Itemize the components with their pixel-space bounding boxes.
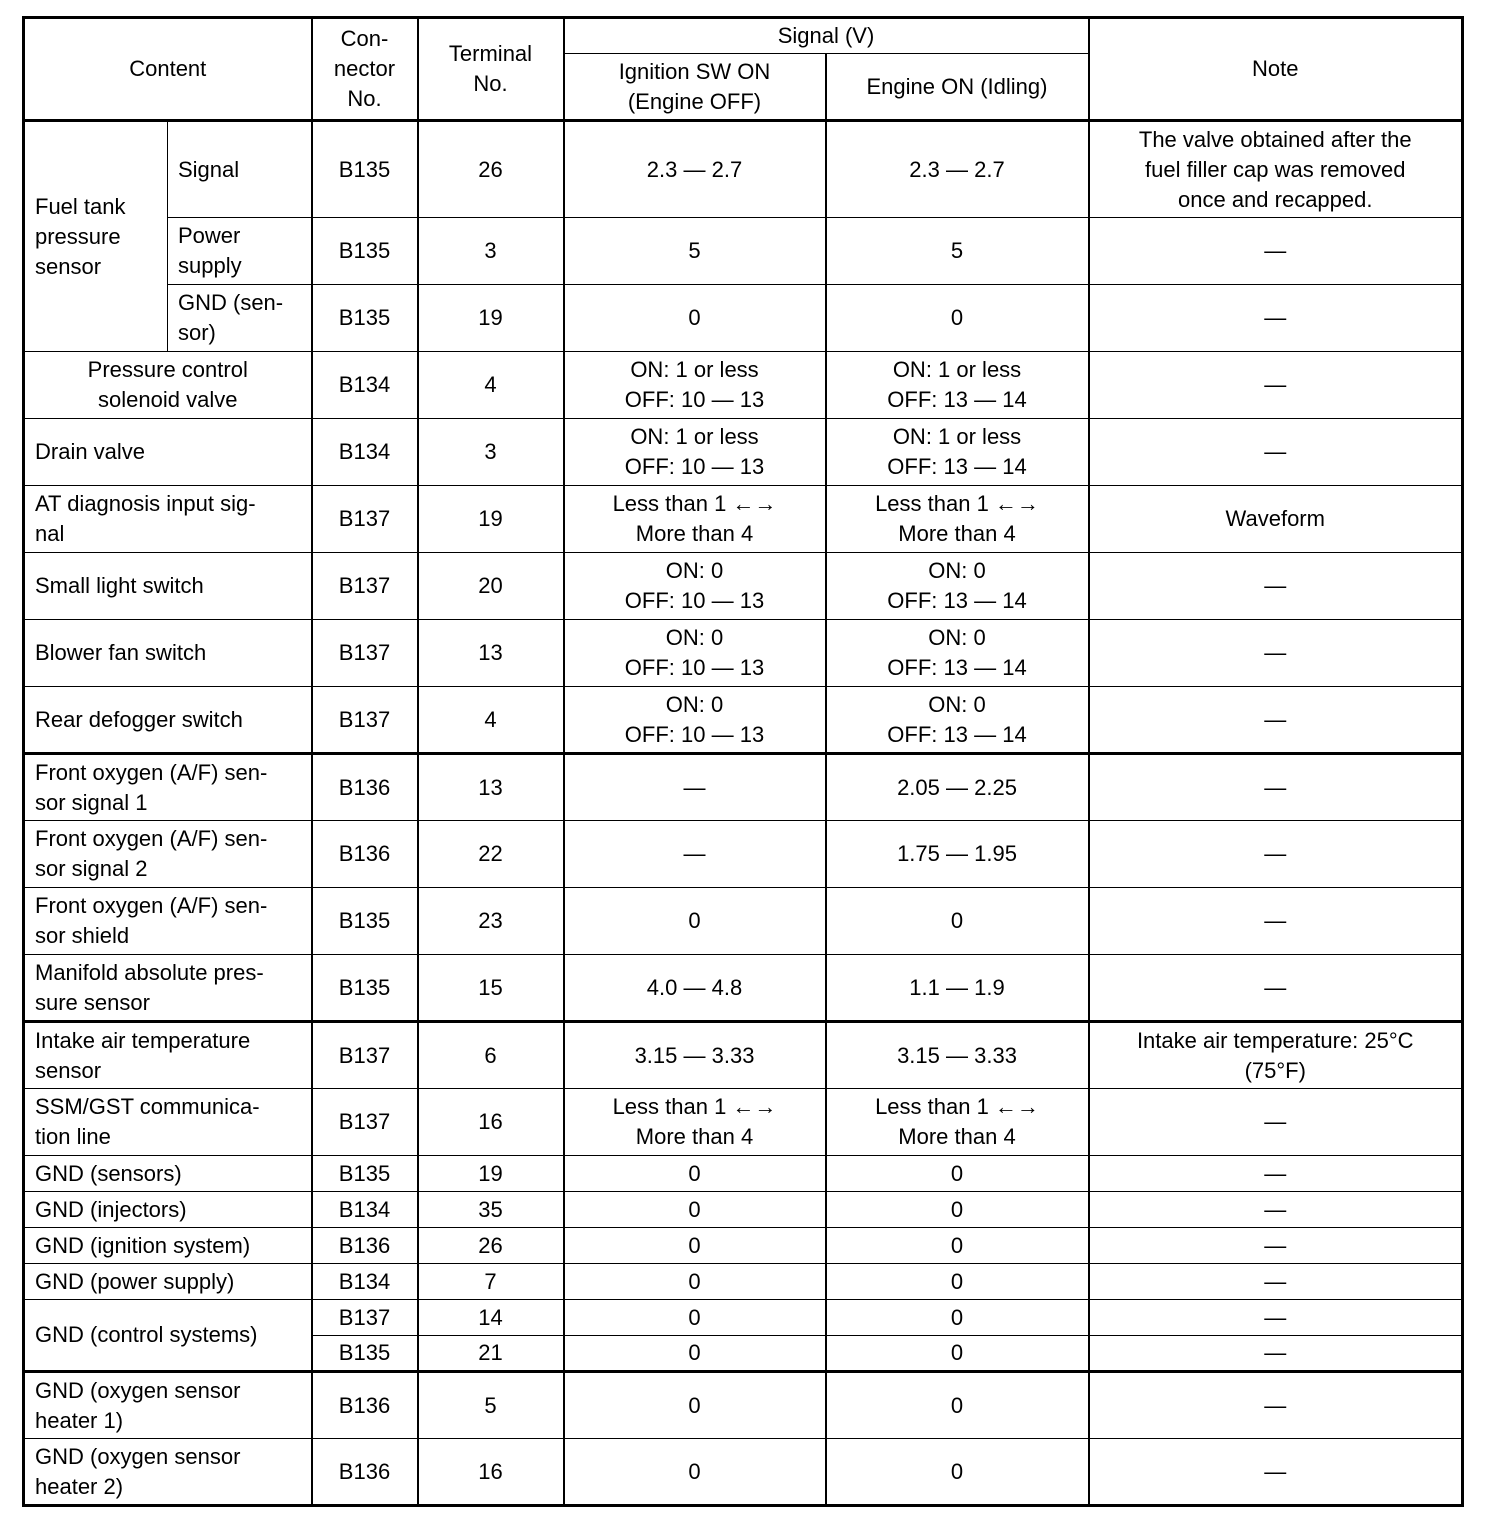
connector-cell: B136 xyxy=(312,1372,418,1439)
table-row xyxy=(24,1300,1463,1336)
table-row xyxy=(24,955,1463,1022)
terminal-cell: 19 xyxy=(418,486,564,553)
note-cell: — xyxy=(1089,1372,1463,1439)
fuel-tank-group-label: Fuel tank pressure sensor xyxy=(24,121,168,352)
content-cell: Front oxygen (A/F) sen- sor signal 1 xyxy=(24,754,312,821)
ignition-signal-cell: 0 xyxy=(564,285,826,352)
content-cell: GND (oxygen sensor heater 2) xyxy=(24,1439,312,1506)
ignition-signal-cell: — xyxy=(564,754,826,821)
note-cell: The valve obtained after the fuel filler cap was removed once and recapped. xyxy=(1089,121,1463,218)
terminal-cell: 22 xyxy=(418,821,564,888)
sub-item: Power supply xyxy=(168,218,312,285)
content-cell: Intake air temperature sensor xyxy=(24,1022,312,1089)
terminal-cell: 6 xyxy=(418,1022,564,1089)
terminal-cell: 13 xyxy=(418,754,564,821)
engine-signal-cell: 0 xyxy=(826,1372,1089,1439)
note-cell: — xyxy=(1089,218,1463,285)
note-cell: — xyxy=(1089,687,1463,754)
terminal-cell: 13 xyxy=(418,620,564,687)
table-row xyxy=(24,121,1463,218)
table-row xyxy=(24,888,1463,955)
note-cell: Intake air temperature: 25°C (75°F) xyxy=(1089,1022,1463,1089)
engine-signal-cell: ON: 0 OFF: 13 — 14 xyxy=(826,620,1089,687)
table-row xyxy=(24,1372,1463,1439)
connector-cell: B136 xyxy=(312,754,418,821)
engine-signal-cell: 3.15 — 3.33 xyxy=(826,1022,1089,1089)
content-cell: AT diagnosis input sig- nal xyxy=(24,486,312,553)
ignition-signal-cell: 5 xyxy=(564,218,826,285)
note-cell: — xyxy=(1089,1336,1463,1372)
engine-signal-cell: ON: 0 OFF: 13 — 14 xyxy=(826,553,1089,620)
ignition-signal-cell: 3.15 — 3.33 xyxy=(564,1022,826,1089)
connector-cell: B134 xyxy=(312,352,418,419)
table-row xyxy=(24,1264,1463,1300)
table-row xyxy=(24,754,1463,821)
ignition-signal-cell: ON: 0 OFF: 10 — 13 xyxy=(564,687,826,754)
engine-signal-cell: 0 xyxy=(826,1192,1089,1228)
note-cell: — xyxy=(1089,285,1463,352)
ignition-signal-cell: ON: 0 OFF: 10 — 13 xyxy=(564,553,826,620)
table-row xyxy=(24,352,1463,419)
ignition-signal-cell: ON: 1 or less OFF: 10 — 13 xyxy=(564,419,826,486)
ignition-signal-cell: 0 xyxy=(564,888,826,955)
engine-signal-cell: 1.1 — 1.9 xyxy=(826,955,1089,1022)
terminal-cell: 19 xyxy=(418,285,564,352)
sub-item: Signal xyxy=(168,121,312,218)
ignition-signal-cell: 0 xyxy=(564,1228,826,1264)
engine-signal-cell: 2.05 — 2.25 xyxy=(826,754,1089,821)
note-cell: Waveform xyxy=(1089,486,1463,553)
engine-signal-cell: 0 xyxy=(826,1439,1089,1506)
terminal-cell: 16 xyxy=(418,1439,564,1506)
connector-cell: B136 xyxy=(312,1228,418,1264)
connector-cell: B137 xyxy=(312,687,418,754)
sub-item: GND (sen- sor) xyxy=(168,285,312,352)
note-cell: — xyxy=(1089,553,1463,620)
terminal-cell: 3 xyxy=(418,419,564,486)
content-cell: GND (ignition system) xyxy=(24,1228,312,1264)
engine-signal-cell: 0 xyxy=(826,285,1089,352)
connector-cell: B135 xyxy=(312,1336,418,1372)
note-cell: — xyxy=(1089,1439,1463,1506)
content-cell: Small light switch xyxy=(24,553,312,620)
engine-signal-cell: 2.3 — 2.7 xyxy=(826,121,1089,218)
table-row xyxy=(24,821,1463,888)
ignition-signal-cell: 0 xyxy=(564,1439,826,1506)
table-row xyxy=(24,1439,1463,1506)
terminal-cell: 14 xyxy=(418,1300,564,1336)
content-cell: GND (oxygen sensor heater 1) xyxy=(24,1372,312,1439)
engine-signal-cell: Less than 1 ←→ More than 4 xyxy=(826,1089,1089,1156)
connector-cell: B134 xyxy=(312,1264,418,1300)
terminal-cell: 7 xyxy=(418,1264,564,1300)
engine-signal-cell: 5 xyxy=(826,218,1089,285)
connector-cell: B135 xyxy=(312,1156,418,1192)
note-cell: — xyxy=(1089,1156,1463,1192)
terminal-cell: 15 xyxy=(418,955,564,1022)
terminal-cell: 21 xyxy=(418,1336,564,1372)
ignition-signal-cell: 0 xyxy=(564,1192,826,1228)
table-row xyxy=(24,1156,1463,1192)
ignition-signal-cell: 0 xyxy=(564,1300,826,1336)
table-body xyxy=(24,121,1463,1506)
engine-signal-cell: 0 xyxy=(826,888,1089,955)
content-cell: Front oxygen (A/F) sen- sor shield xyxy=(24,888,312,955)
connector-cell: B134 xyxy=(312,1192,418,1228)
terminal-cell: 26 xyxy=(418,121,564,218)
engine-signal-cell: ON: 0 OFF: 13 — 14 xyxy=(826,687,1089,754)
terminal-cell: 23 xyxy=(418,888,564,955)
note-cell: — xyxy=(1089,1264,1463,1300)
connector-cell: B137 xyxy=(312,1022,418,1089)
ignition-signal-cell: 2.3 — 2.7 xyxy=(564,121,826,218)
connector-cell: B135 xyxy=(312,218,418,285)
engine-signal-cell: 0 xyxy=(826,1264,1089,1300)
ignition-signal-cell: Less than 1 ←→ More than 4 xyxy=(564,486,826,553)
content-cell: GND (injectors) xyxy=(24,1192,312,1228)
note-cell: — xyxy=(1089,352,1463,419)
header-engine-on: Engine ON (Idling) xyxy=(826,54,1089,121)
note-cell: — xyxy=(1089,1192,1463,1228)
table-row xyxy=(24,620,1463,687)
content-cell: GND (sensors) xyxy=(24,1156,312,1192)
connector-cell: B135 xyxy=(312,888,418,955)
table-row xyxy=(24,1089,1463,1156)
ignition-signal-cell: 4.0 — 4.8 xyxy=(564,955,826,1022)
content-cell: GND (power supply) xyxy=(24,1264,312,1300)
connector-cell: B137 xyxy=(312,553,418,620)
content-cell: Blower fan switch xyxy=(24,620,312,687)
connector-cell: B136 xyxy=(312,1439,418,1506)
content-cell: Front oxygen (A/F) sen- sor signal 2 xyxy=(24,821,312,888)
terminal-cell: 20 xyxy=(418,553,564,620)
header-content: Content xyxy=(24,18,312,121)
terminal-cell: 16 xyxy=(418,1089,564,1156)
content-cell: GND (control systems) xyxy=(24,1300,312,1372)
table-row xyxy=(24,218,1463,285)
terminal-cell: 4 xyxy=(418,687,564,754)
terminal-cell: 35 xyxy=(418,1192,564,1228)
connector-cell: B134 xyxy=(312,419,418,486)
note-cell: — xyxy=(1089,1089,1463,1156)
ignition-signal-cell: 0 xyxy=(564,1336,826,1372)
engine-signal-cell: 0 xyxy=(826,1228,1089,1264)
connector-cell: B137 xyxy=(312,1089,418,1156)
engine-signal-cell: 0 xyxy=(826,1300,1089,1336)
connector-cell: B137 xyxy=(312,620,418,687)
header-note: Note xyxy=(1089,18,1463,121)
ignition-signal-cell: 0 xyxy=(564,1156,826,1192)
terminal-cell: 3 xyxy=(418,218,564,285)
ignition-signal-cell: 0 xyxy=(564,1372,826,1439)
note-cell: — xyxy=(1089,888,1463,955)
note-cell: — xyxy=(1089,620,1463,687)
engine-signal-cell: 1.75 — 1.95 xyxy=(826,821,1089,888)
engine-signal-cell: 0 xyxy=(826,1336,1089,1372)
table-row xyxy=(24,486,1463,553)
table-row xyxy=(24,553,1463,620)
connector-cell: B135 xyxy=(312,121,418,218)
table-row xyxy=(24,1022,1463,1089)
note-cell: — xyxy=(1089,821,1463,888)
connector-cell: B137 xyxy=(312,486,418,553)
engine-signal-cell: 0 xyxy=(826,1156,1089,1192)
signal-table xyxy=(22,16,1464,1507)
note-cell: — xyxy=(1089,1228,1463,1264)
content-cell: Drain valve xyxy=(24,419,312,486)
terminal-cell: 5 xyxy=(418,1372,564,1439)
engine-signal-cell: ON: 1 or less OFF: 13 — 14 xyxy=(826,419,1089,486)
terminal-cell: 19 xyxy=(418,1156,564,1192)
note-cell: — xyxy=(1089,754,1463,821)
connector-cell: B137 xyxy=(312,1300,418,1336)
connector-cell: B135 xyxy=(312,955,418,1022)
note-cell: — xyxy=(1089,955,1463,1022)
header-ignition-on: Ignition SW ON (Engine OFF) xyxy=(564,54,826,121)
ignition-signal-cell: ON: 1 or less OFF: 10 — 13 xyxy=(564,352,826,419)
terminal-cell: 4 xyxy=(418,352,564,419)
ignition-signal-cell: — xyxy=(564,821,826,888)
engine-signal-cell: Less than 1 ←→ More than 4 xyxy=(826,486,1089,553)
content-cell: Manifold absolute pres- sure sensor xyxy=(24,955,312,1022)
table-row xyxy=(24,419,1463,486)
ignition-signal-cell: ON: 0 OFF: 10 — 13 xyxy=(564,620,826,687)
content-cell: SSM/GST communica- tion line xyxy=(24,1089,312,1156)
table-row xyxy=(24,1228,1463,1264)
header-terminal: Terminal No. xyxy=(418,18,564,121)
header-connector: Con- nector No. xyxy=(312,18,418,121)
note-cell: — xyxy=(1089,1300,1463,1336)
ignition-signal-cell: Less than 1 ←→ More than 4 xyxy=(564,1089,826,1156)
table-row xyxy=(24,285,1463,352)
connector-cell: B136 xyxy=(312,821,418,888)
header-signal: Signal (V) xyxy=(564,18,1089,54)
connector-cell: B135 xyxy=(312,285,418,352)
content-cell: Rear defogger switch xyxy=(24,687,312,754)
note-cell: — xyxy=(1089,419,1463,486)
table-row xyxy=(24,687,1463,754)
content-cell: Pressure control solenoid valve xyxy=(24,352,312,419)
table-row xyxy=(24,1192,1463,1228)
terminal-cell: 26 xyxy=(418,1228,564,1264)
ignition-signal-cell: 0 xyxy=(564,1264,826,1300)
engine-signal-cell: ON: 1 or less OFF: 13 — 14 xyxy=(826,352,1089,419)
